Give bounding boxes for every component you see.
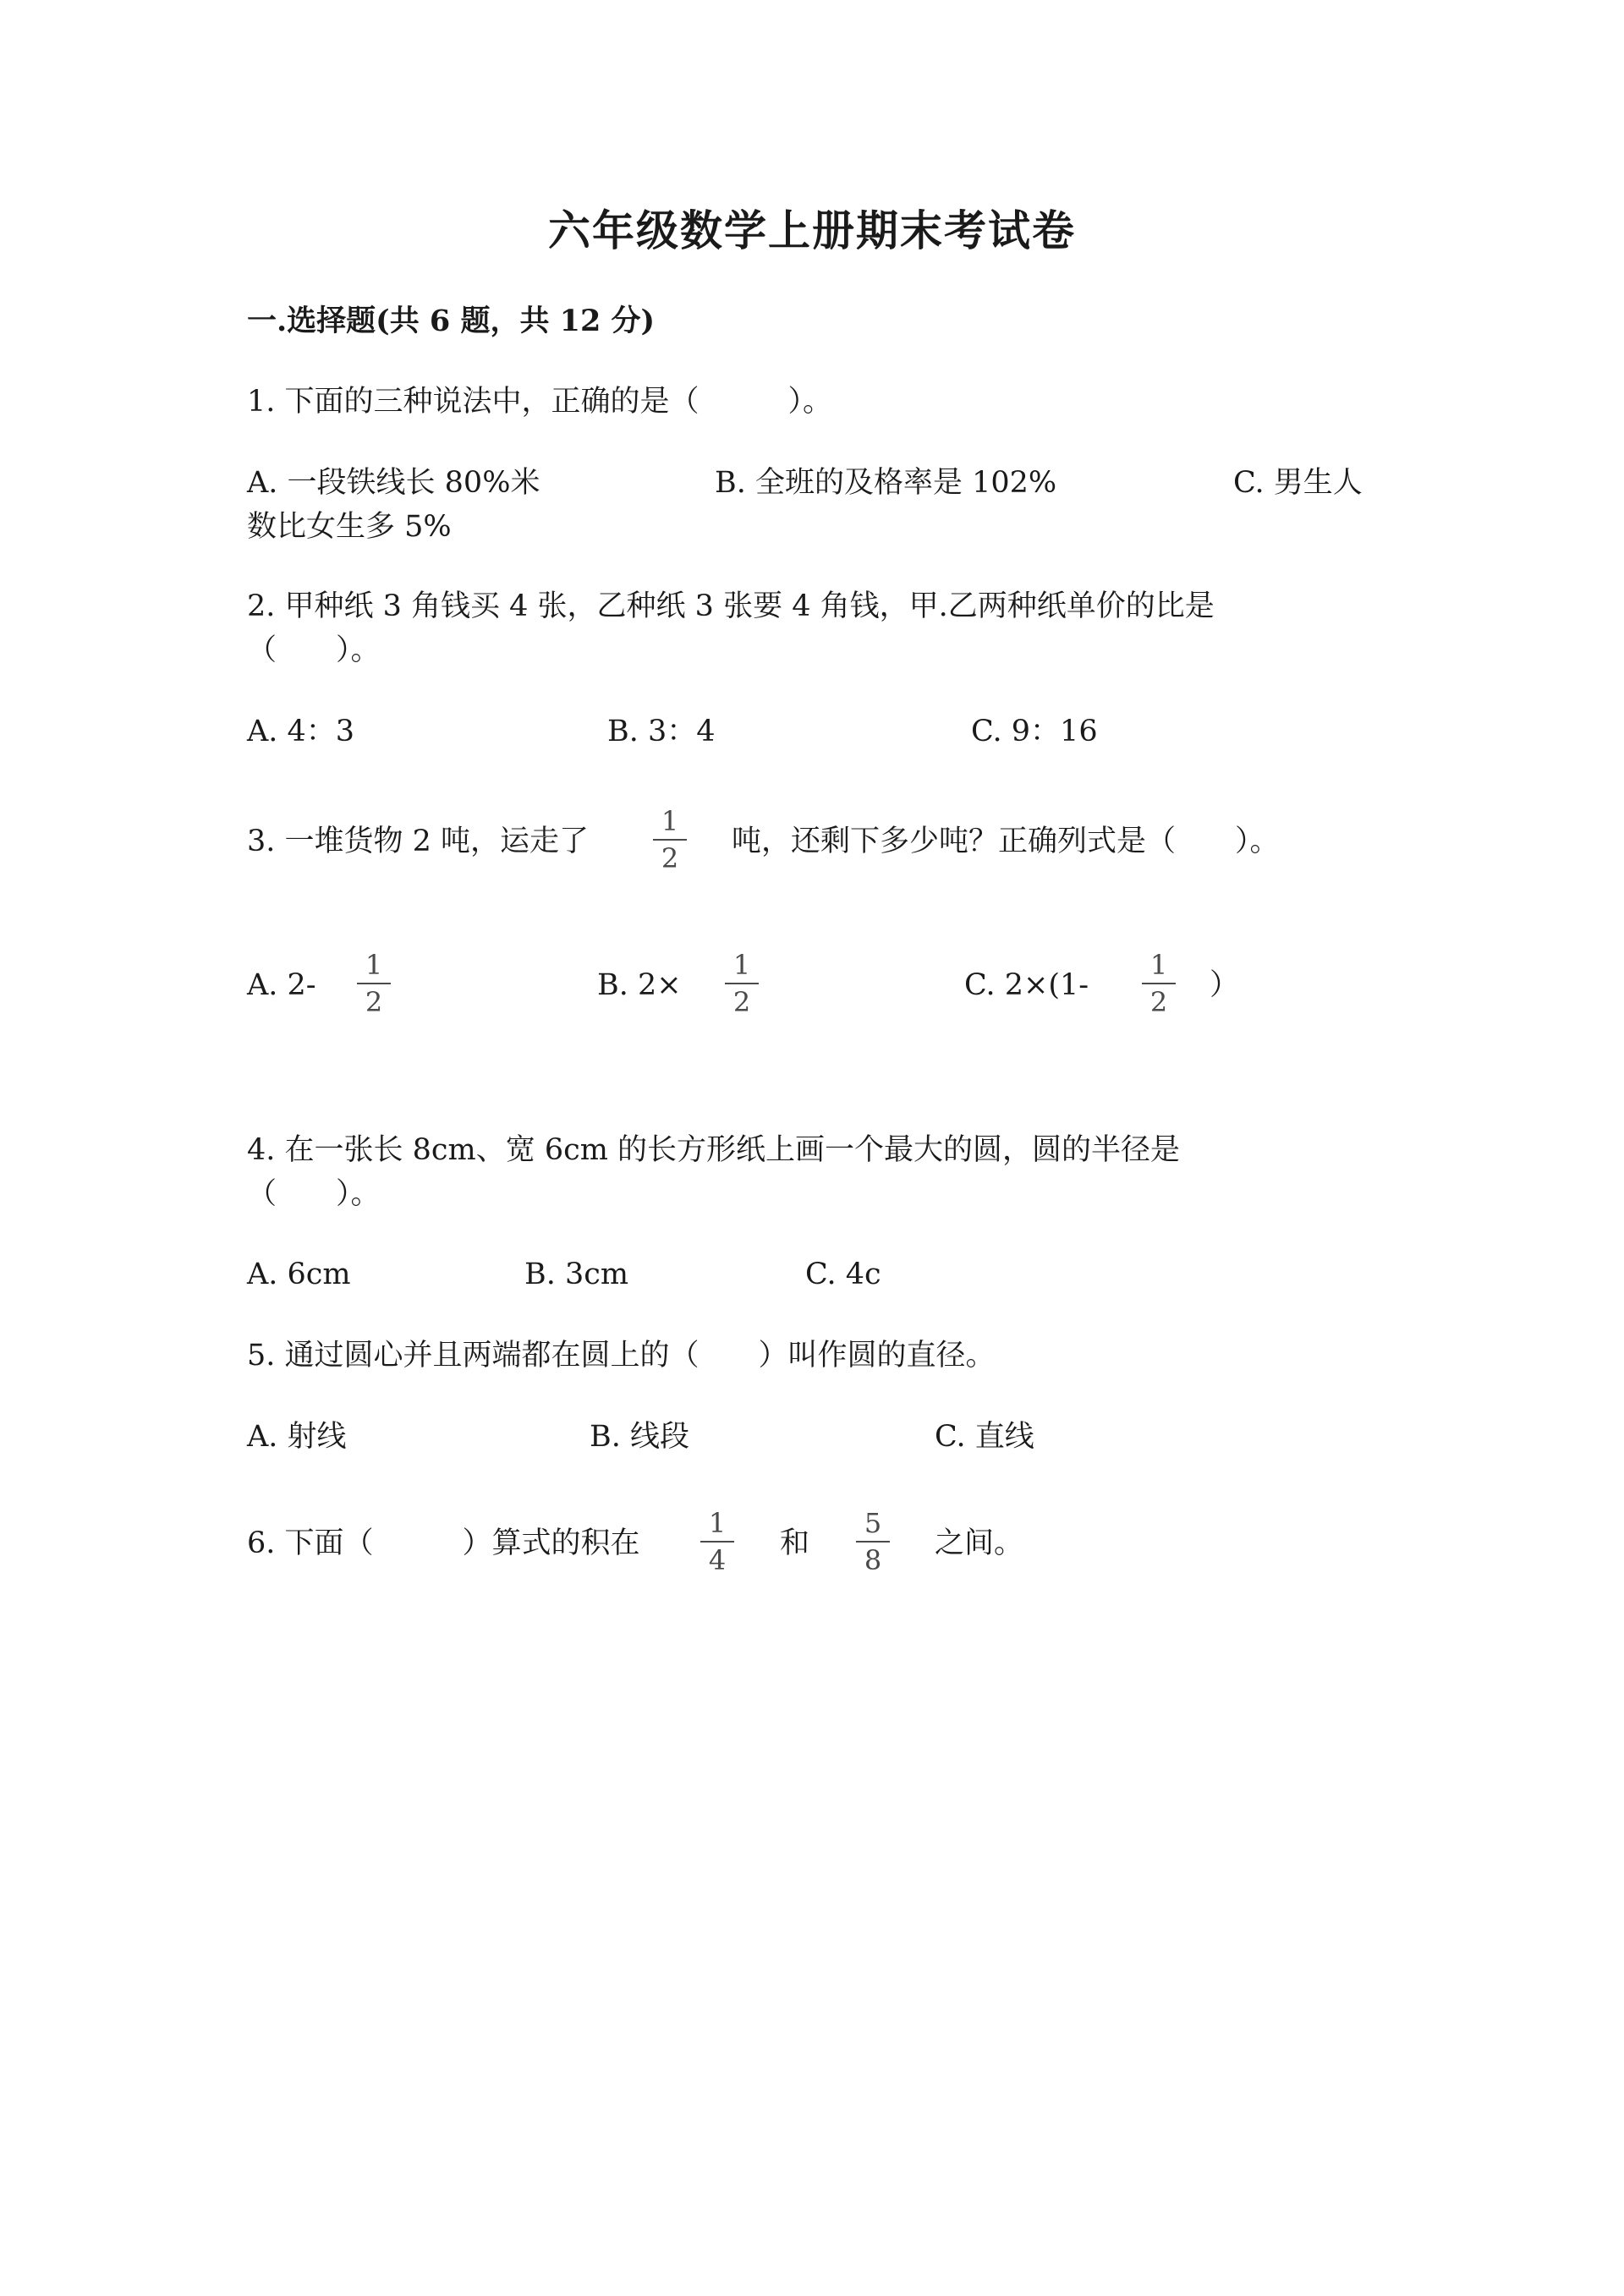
fraction-bar — [653, 839, 687, 841]
question-3-option-a-fraction — [357, 950, 391, 1017]
question-3-option-c-text: C. 2×(1- — [964, 968, 1089, 1002]
question-5-option-c: C. 直线 — [935, 1420, 1034, 1454]
question-4-option-a: A. 6cm — [247, 1258, 351, 1291]
question-2-option-c: C. 9：16 — [971, 715, 1098, 748]
fraction-numerator: 1 — [365, 949, 383, 981]
question-2-stem-line1: 2. 甲种纸 3 角钱买 4 张，乙种纸 3 张要 4 角钱，甲.乙两种纸单价的比是 — [247, 589, 1215, 623]
question-5-option-a: A. 射线 — [247, 1420, 347, 1454]
question-5-stem: 5. 通过圆心并且两端都在圆上的（ ）叫作圆的直径。 — [247, 1339, 996, 1373]
question-2-stem-line2: （ ）。 — [247, 633, 381, 667]
question-6-stem-end: 之间。 — [935, 1526, 1024, 1560]
question-1-option-b: B. 全班的及格率是 102% — [715, 466, 1057, 500]
fraction-numerator: 1 — [732, 949, 751, 981]
fraction-bar — [700, 1541, 734, 1543]
fraction-numerator: 1 — [1149, 949, 1168, 981]
question-2-option-b: B. 3：4 — [607, 715, 716, 748]
fraction-numerator: 1 — [708, 1507, 727, 1539]
page-title: 六年级数学上册期末考试卷 — [548, 205, 1076, 255]
fraction-bar — [856, 1541, 890, 1543]
question-3-option-b-fraction — [725, 950, 759, 1017]
question-4-stem-line1: 4. 在一张长 8cm、宽 6cm 的长方形纸上画一个最大的圆，圆的半径是 — [247, 1133, 1181, 1167]
section-heading: 一.选择题(共 6 题，共 12 分) — [247, 304, 656, 338]
question-4-option-c: C. 4c — [805, 1258, 881, 1291]
fraction-denominator: 2 — [732, 986, 751, 1018]
fraction-bar — [1142, 983, 1176, 984]
question-4-stem-line2: （ ）。 — [247, 1177, 381, 1211]
fraction-denominator: 2 — [661, 842, 679, 874]
question-1-option-c: C. 男生人 — [1233, 466, 1363, 500]
fraction-bar — [725, 983, 759, 984]
question-3-option-a-text: A. 2- — [247, 968, 316, 1002]
question-3-option-b-text: B. 2× — [597, 968, 682, 1002]
fraction-denominator: 8 — [864, 1544, 882, 1576]
question-5-option-b: B. 线段 — [590, 1420, 689, 1454]
question-3-stem-start: 3. 一堆货物 2 吨，运走了 — [247, 825, 590, 858]
question-6-and: 和 — [780, 1526, 810, 1560]
fraction-numerator: 1 — [661, 805, 679, 837]
fraction-bar — [357, 983, 391, 984]
question-6-stem-start: 6. 下面（ ）算式的积在 — [247, 1526, 640, 1560]
question-3-stem-fraction — [653, 806, 687, 874]
fraction-denominator: 4 — [708, 1544, 727, 1576]
question-6-fraction-2 — [856, 1508, 890, 1575]
fraction-numerator: 5 — [864, 1507, 882, 1539]
fraction-denominator: 2 — [1149, 986, 1168, 1018]
question-1-option-c-continued: 数比女生多 5% — [247, 510, 452, 544]
question-1-option-a: A. 一段铁线长 80%米 — [247, 466, 540, 500]
question-6-fraction-1 — [700, 1508, 734, 1575]
question-3-option-c-fraction — [1142, 950, 1176, 1017]
question-4-option-b: B. 3cm — [524, 1258, 629, 1291]
question-3-option-c-close: ） — [1210, 968, 1240, 1002]
question-3-stem-end: 吨，还剩下多少吨？正确列式是（ ）。 — [732, 825, 1280, 858]
fraction-denominator: 2 — [365, 986, 383, 1018]
question-1-stem: 1. 下面的三种说法中，正确的是（ ）。 — [247, 385, 833, 419]
question-2-option-a: A. 4：3 — [247, 715, 355, 748]
